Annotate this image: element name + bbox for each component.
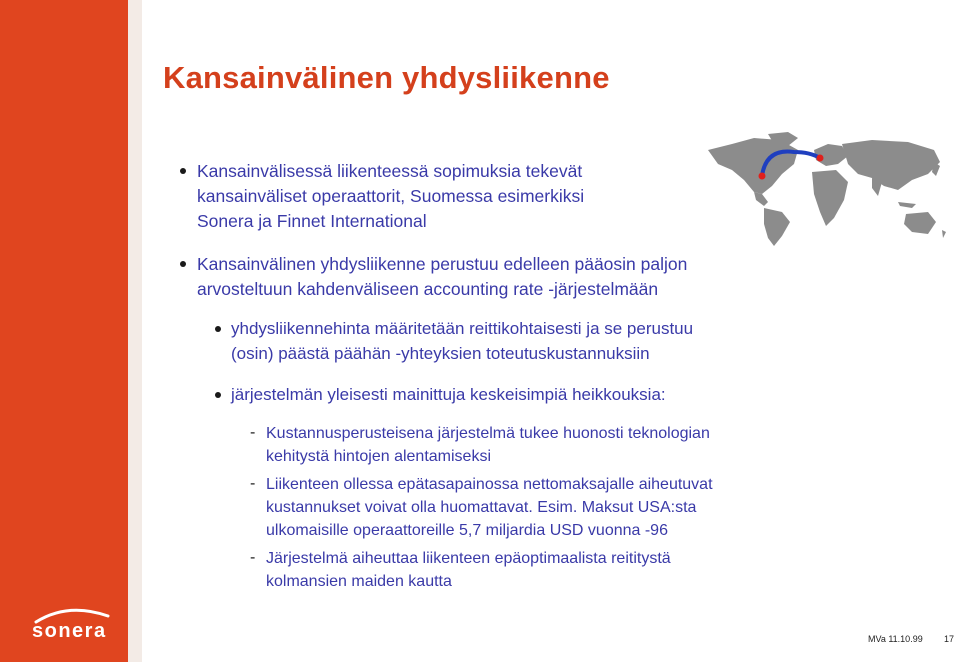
dash-marker: - [250,549,256,566]
subbullet-marker [215,392,221,398]
subbullet-1-line-1: yhdysliikennehinta määritetään reittikohtaisesti ja se perustuu [231,319,694,338]
subbullet-marker [215,326,221,332]
dash-1-line-2: kehitystä hintojen alentamiseksi [266,448,492,465]
subbullet-2-line-1: järjestelmän yleisesti mainittuja keskeisimpiä heikkouksia: [231,385,666,404]
bullet-2-line-2: arvosteltuun kahdenväliseen accounting rate -järjestelmään [197,279,659,299]
dash-3-line-2: kolmansien maiden kautta [266,573,452,590]
slide-title: Kansainvälinen yhdysliikenne [163,60,610,95]
dash-1-line-1: Kustannusperusteisena järjestelmä tukee huonosti teknologian [266,425,710,442]
dash-3-line-1: Järjestelmä aiheuttaa liikenteen epäoptimaalista reititystä [266,550,671,567]
sidebar-shadow [128,0,142,662]
footer-label: MVa 11.10.99 [868,634,923,644]
bullet-1-line-1: Kansainvälisessä liikenteessä sopimuksia tekevät [197,161,583,181]
bullet-1-line-3: Sonera ja Finnet International [197,211,427,231]
subbullet-1-line-2: (osin) päästä päähän -yhteyksien toteutuskustannuksiin [231,344,650,363]
red-sidebar [0,0,128,662]
page-number: 17 [944,634,955,644]
dash-2-line-1: Liikenteen ollessa epätasapainossa nettomaksajalle aiheutuvat [266,476,713,493]
dash-marker: - [250,475,256,492]
dash-marker: - [250,424,256,441]
bullet-2-line-1: Kansainvälinen yhdysliikenne perustuu edelleen pääosin paljon [197,254,688,274]
dash-2-line-2: kustannukset voivat olla huomattavat. Esim. Maksut USA:sta [266,499,697,516]
bullet-marker [180,168,186,174]
dash-2-line-3: ulkomaisille operaattoreille 5,7 miljardia USD vuonna -96 [266,522,668,539]
sonera-logo-text: sonera [32,620,107,642]
bullet-1-line-2: kansainväliset operaattorit, Suomessa esimerkiksi [197,186,585,206]
bullet-marker [180,261,186,267]
world-map-icon [702,130,952,248]
